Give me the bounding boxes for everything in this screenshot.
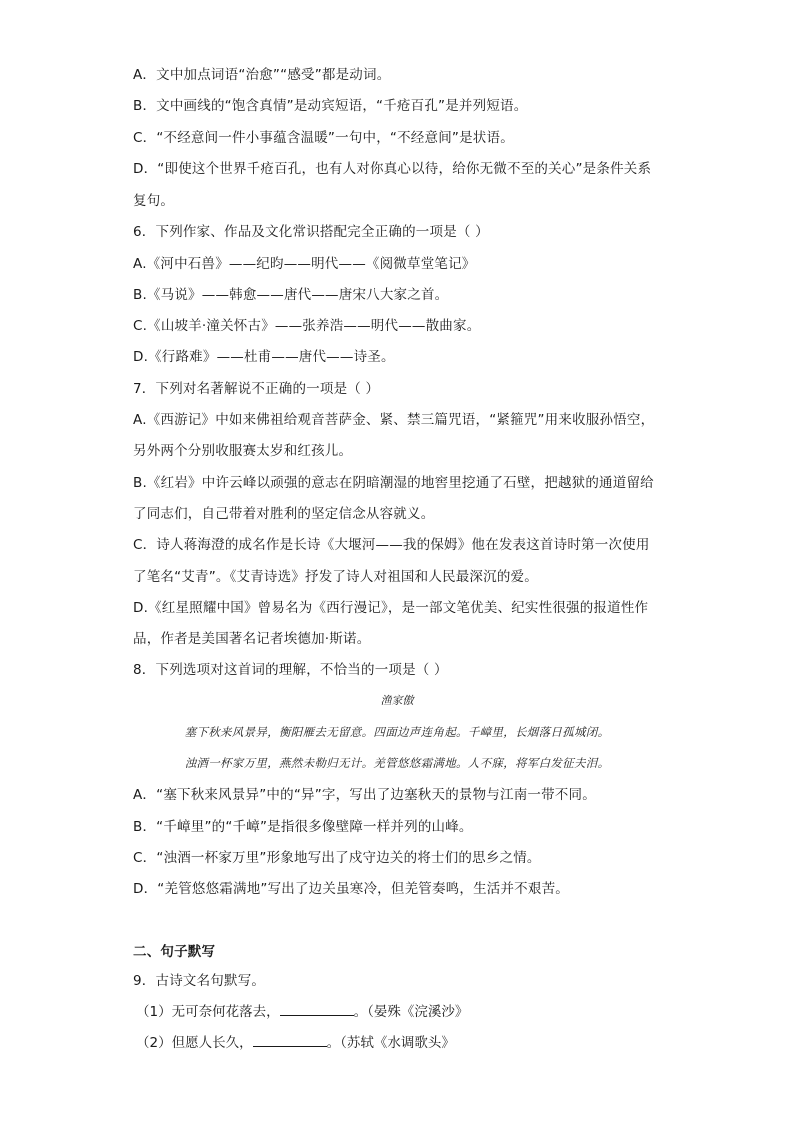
q5-option-a: A．文中加点词语“治愈”“感受”都是动词。	[133, 67, 391, 83]
answer-blank-2[interactable]	[253, 1034, 327, 1047]
q6-option-b: B.《马说》——韩愈——唐代——唐宋八大家之首。	[133, 287, 449, 303]
q7-option-a-line2: 另外两个分别收服赛太岁和红孩儿。	[133, 443, 353, 459]
q9-item-2	[136, 1034, 455, 1052]
q7-option-d-line2: 品，作者是美国著名记者埃德加·斯诺。	[133, 631, 371, 647]
q6-option-d: D.《行路难》——杜甫——唐代——诗圣。	[133, 349, 395, 365]
q8-option-c: C．“浊酒一杯家万里”形象地写出了戍守边关的将士们的思乡之情。	[133, 850, 541, 866]
section-title: 二、句子默写	[133, 944, 216, 960]
q5-option-b: B．文中画线的“饱含真情”是动宾短语，“千疮百孔”是并列短语。	[133, 98, 528, 114]
q7-option-c-line1: C．诗人蒋海澄的成名作是长诗《大堰河——我的保姆》他在发表这首诗时第一次使用	[133, 537, 650, 553]
q9-item-2-after: 。（苏轼《水调歌头》	[326, 1035, 455, 1051]
q9-item-1	[136, 1003, 468, 1021]
q7-option-d-line1: D.《红星照耀中国》曾易名为《西行漫记》，是一部文笔优美、纪实性很强的报道性作	[133, 600, 649, 616]
answer-blank-1[interactable]	[280, 1003, 354, 1016]
q5-option-d-line1: D．“即使这个世界千疮百孔，也有人对你真心以待，给你无微不至的关心”是条件关系	[133, 161, 652, 177]
q8-option-d: D．“羌管悠悠霜满地”写出了边关虽寒冷，但羌管奏鸣，生活并不艰苦。	[133, 881, 569, 897]
poem-line-1: 塞下秋来风景异，衡阳雁去无留意。四面边声连角起。千嶂里，长烟落日孤城闭。	[184, 725, 610, 739]
q7-stem: 7．下列对名著解说不正确的一项是（ ）	[133, 381, 380, 397]
q6-option-a: A.《河中石兽》——纪昀——明代——《阅微草堂笔记》	[133, 256, 476, 272]
q7-option-a-line1: A.《西游记》中如来佛祖给观音菩萨金、紧、禁三篇咒语，“紧箍咒”用来收服孙悟空，	[133, 412, 655, 428]
q9-item-1-after: 。（晏殊《浣溪沙》	[353, 1004, 469, 1020]
q9-item-1-before: （1）无可奈何花落去，	[136, 1004, 280, 1020]
q9-item-2-before: （2）但愿人长久，	[136, 1035, 253, 1051]
poem-title: 渔家傲	[380, 694, 414, 707]
q7-option-b-line2: 了同志们，自己带着对胜利的坚定信念从容就义。	[133, 506, 435, 522]
poem-line-2: 浊酒一杯家万里，燕然未勒归无计。羌管悠悠霜满地。人不寐，将军白发征夫泪。	[184, 756, 610, 770]
q9-stem: 9．古诗文名句默写。	[133, 973, 266, 989]
q8-option-a: A．“塞下秋来风景异”中的“异”字，写出了边塞秋天的景物与江南一带不同。	[133, 787, 596, 803]
q5-option-c: C．“不经意间一件小事蕴含温暖”一句中，“不经意间”是状语。	[133, 130, 514, 146]
q6-option-c: C.《山坡羊·潼关怀古》——张养浩——明代——散曲家。	[133, 318, 481, 334]
q7-option-c-line2: 了笔名“艾青”。《艾青诗选》抒发了诗人对祖国和人民最深沉的爱。	[133, 569, 538, 585]
q8-stem: 8．下列选项对这首词的理解，不恰当的一项是（ ）	[133, 662, 448, 678]
q5-option-d-line2: 复句。	[133, 193, 175, 209]
q8-option-b: B．“千嶂里”的“千嶂”是指很多像壁障一样并列的山峰。	[133, 819, 473, 835]
q7-option-b-line1: B.《红岩》中许云峰以顽强的意志在阴暗潮湿的地窖里挖通了石壁，把越狱的通道留给	[133, 475, 654, 491]
q6-stem: 6．下列作家、作品及文化常识搭配完全正确的一项是（ ）	[133, 224, 489, 240]
